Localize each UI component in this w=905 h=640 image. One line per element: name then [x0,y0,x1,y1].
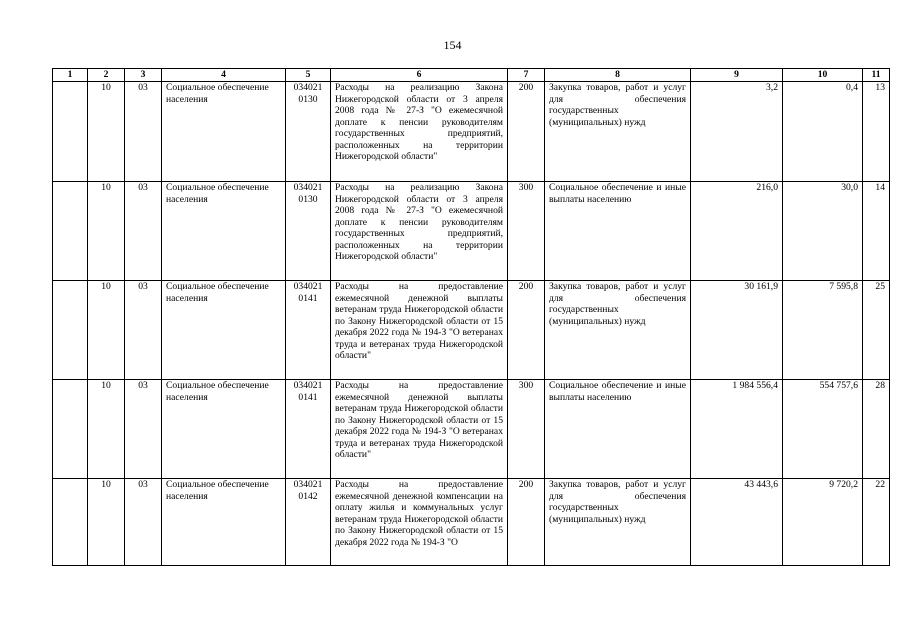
cell-section: 10 [88,281,125,380]
header-row [53,69,890,82]
cell-amount-9: 3,2 [691,82,783,182]
cell-col-11: 25 [863,281,890,380]
cell-col-11: 13 [863,82,890,182]
cell-number [53,281,88,380]
expense-name-text: Закупка товаров, работ и услуг для обеспечения государственных (муниципальных) нужд [549,281,686,327]
col-header-10: 10 [783,69,863,82]
target-name-text: Расходы на предоставление ежемесячной денежной выплаты ветеранам труда Нижегородской области по Закону Нижегородской области от 15 декабря 2022 года № 194-З "О ветеранах труда и ветеранах труда Нижегородской области" [335,281,503,361]
cell-expense-type: 300 [508,380,545,479]
cell-target-name [331,281,508,380]
cell-target-code: 034021 0141 [286,281,331,380]
col-header-3: 3 [125,69,162,82]
table-row [53,281,890,380]
cell-expense-type: 300 [508,182,545,281]
table-row [53,479,890,566]
table-row [53,380,890,479]
cell-amount-9: 30 161,9 [691,281,783,380]
cell-amount-9: 43 443,6 [691,479,783,566]
cell-expense-name [545,281,691,380]
cell-target-name [331,82,508,182]
target-name-text: Расходы на предоставление ежемесячной денежной выплаты ветеранам труда Нижегородской области по Закону Нижегородской области от 15 декабря 2022 года № 194-З "О ветеранах труда и ветеранах труда Нижегородской области" [335,380,503,460]
cell-section: 10 [88,380,125,479]
cell-amount-9: 1 984 556,4 [691,380,783,479]
cell-subsection: 03 [125,182,162,281]
cell-subsection-name: Социальное обеспечение населения [162,479,286,566]
cell-target-code: 034021 0142 [286,479,331,566]
cell-target-name [331,182,508,281]
expense-name-text: Закупка товаров, работ и услуг для обеспечения государственных (муниципальных) нужд [549,82,686,128]
cell-subsection: 03 [125,82,162,182]
cell-amount-10: 554 757,6 [783,380,863,479]
budget-table [52,68,890,566]
cell-subsection: 03 [125,281,162,380]
cell-target-code: 034021 0130 [286,82,331,182]
cell-col-11: 14 [863,182,890,281]
cell-expense-type: 200 [508,479,545,566]
cell-expense-type: 200 [508,281,545,380]
cell-col-11: 28 [863,380,890,479]
cell-col-11: 22 [863,479,890,566]
cell-amount-9: 216,0 [691,182,783,281]
cell-number [53,82,88,182]
table-row [53,182,890,281]
cell-subsection-name: Социальное обеспечение населения [162,82,286,182]
cell-section: 10 [88,182,125,281]
cell-amount-10: 7 595,8 [783,281,863,380]
page-number: 154 [443,38,462,52]
cell-expense-name [545,182,691,281]
col-header-5: 5 [286,69,331,82]
cell-section: 10 [88,479,125,566]
cell-subsection: 03 [125,380,162,479]
cell-amount-10: 30,0 [783,182,863,281]
col-header-2: 2 [88,69,125,82]
target-name-text: Расходы на реализацию Закона Нижегородской области от 3 апреля 2008 года № 27-З "О ежемесячной доплате к пенсии руководителям государственных предприятий, расположенных на территории Нижегородской области" [335,82,503,162]
table-row [53,82,890,182]
expense-name-text: Закупка товаров, работ и услуг для обеспечения государственных (муниципальных) нужд [549,479,686,525]
cell-subsection-name: Социальное обеспечение населения [162,281,286,380]
target-name-text: Расходы на реализацию Закона Нижегородской области от 3 апреля 2008 года № 27-З "О ежемесячной доплате к пенсии руководителям государственных предприятий, расположенных на территории Нижегородской области" [335,182,503,262]
cell-expense-name [545,380,691,479]
col-header-1: 1 [53,69,88,82]
cell-expense-name [545,82,691,182]
cell-subsection: 03 [125,479,162,566]
cell-target-code: 034021 0130 [286,182,331,281]
cell-number [53,182,88,281]
cell-subsection-name: Социальное обеспечение населения [162,380,286,479]
col-header-7: 7 [508,69,545,82]
cell-number [53,479,88,566]
col-header-4: 4 [162,69,286,82]
expense-name-text: Социальное обеспечение и иные выплаты населению [549,182,686,205]
cell-target-name [331,380,508,479]
cell-number [53,380,88,479]
cell-amount-10: 9 720,2 [783,479,863,566]
col-header-6: 6 [331,69,508,82]
col-header-8: 8 [545,69,691,82]
target-name-text: Расходы на предоставление ежемесячной денежной компенсации на оплату жилья и коммунальных услуг ветеранам труда Нижегородской области по Закону Нижегородской области от 15 декабря 2022 года № 194-З "О [335,479,503,548]
cell-subsection-name: Социальное обеспечение населения [162,182,286,281]
cell-expense-name [545,479,691,566]
cell-amount-10: 0,4 [783,82,863,182]
cell-target-code: 034021 0141 [286,380,331,479]
col-header-11: 11 [863,69,890,82]
cell-target-name [331,479,508,566]
col-header-9: 9 [691,69,783,82]
cell-expense-type: 200 [508,82,545,182]
cell-section: 10 [88,82,125,182]
expense-name-text: Социальное обеспечение и иные выплаты населению [549,380,686,403]
